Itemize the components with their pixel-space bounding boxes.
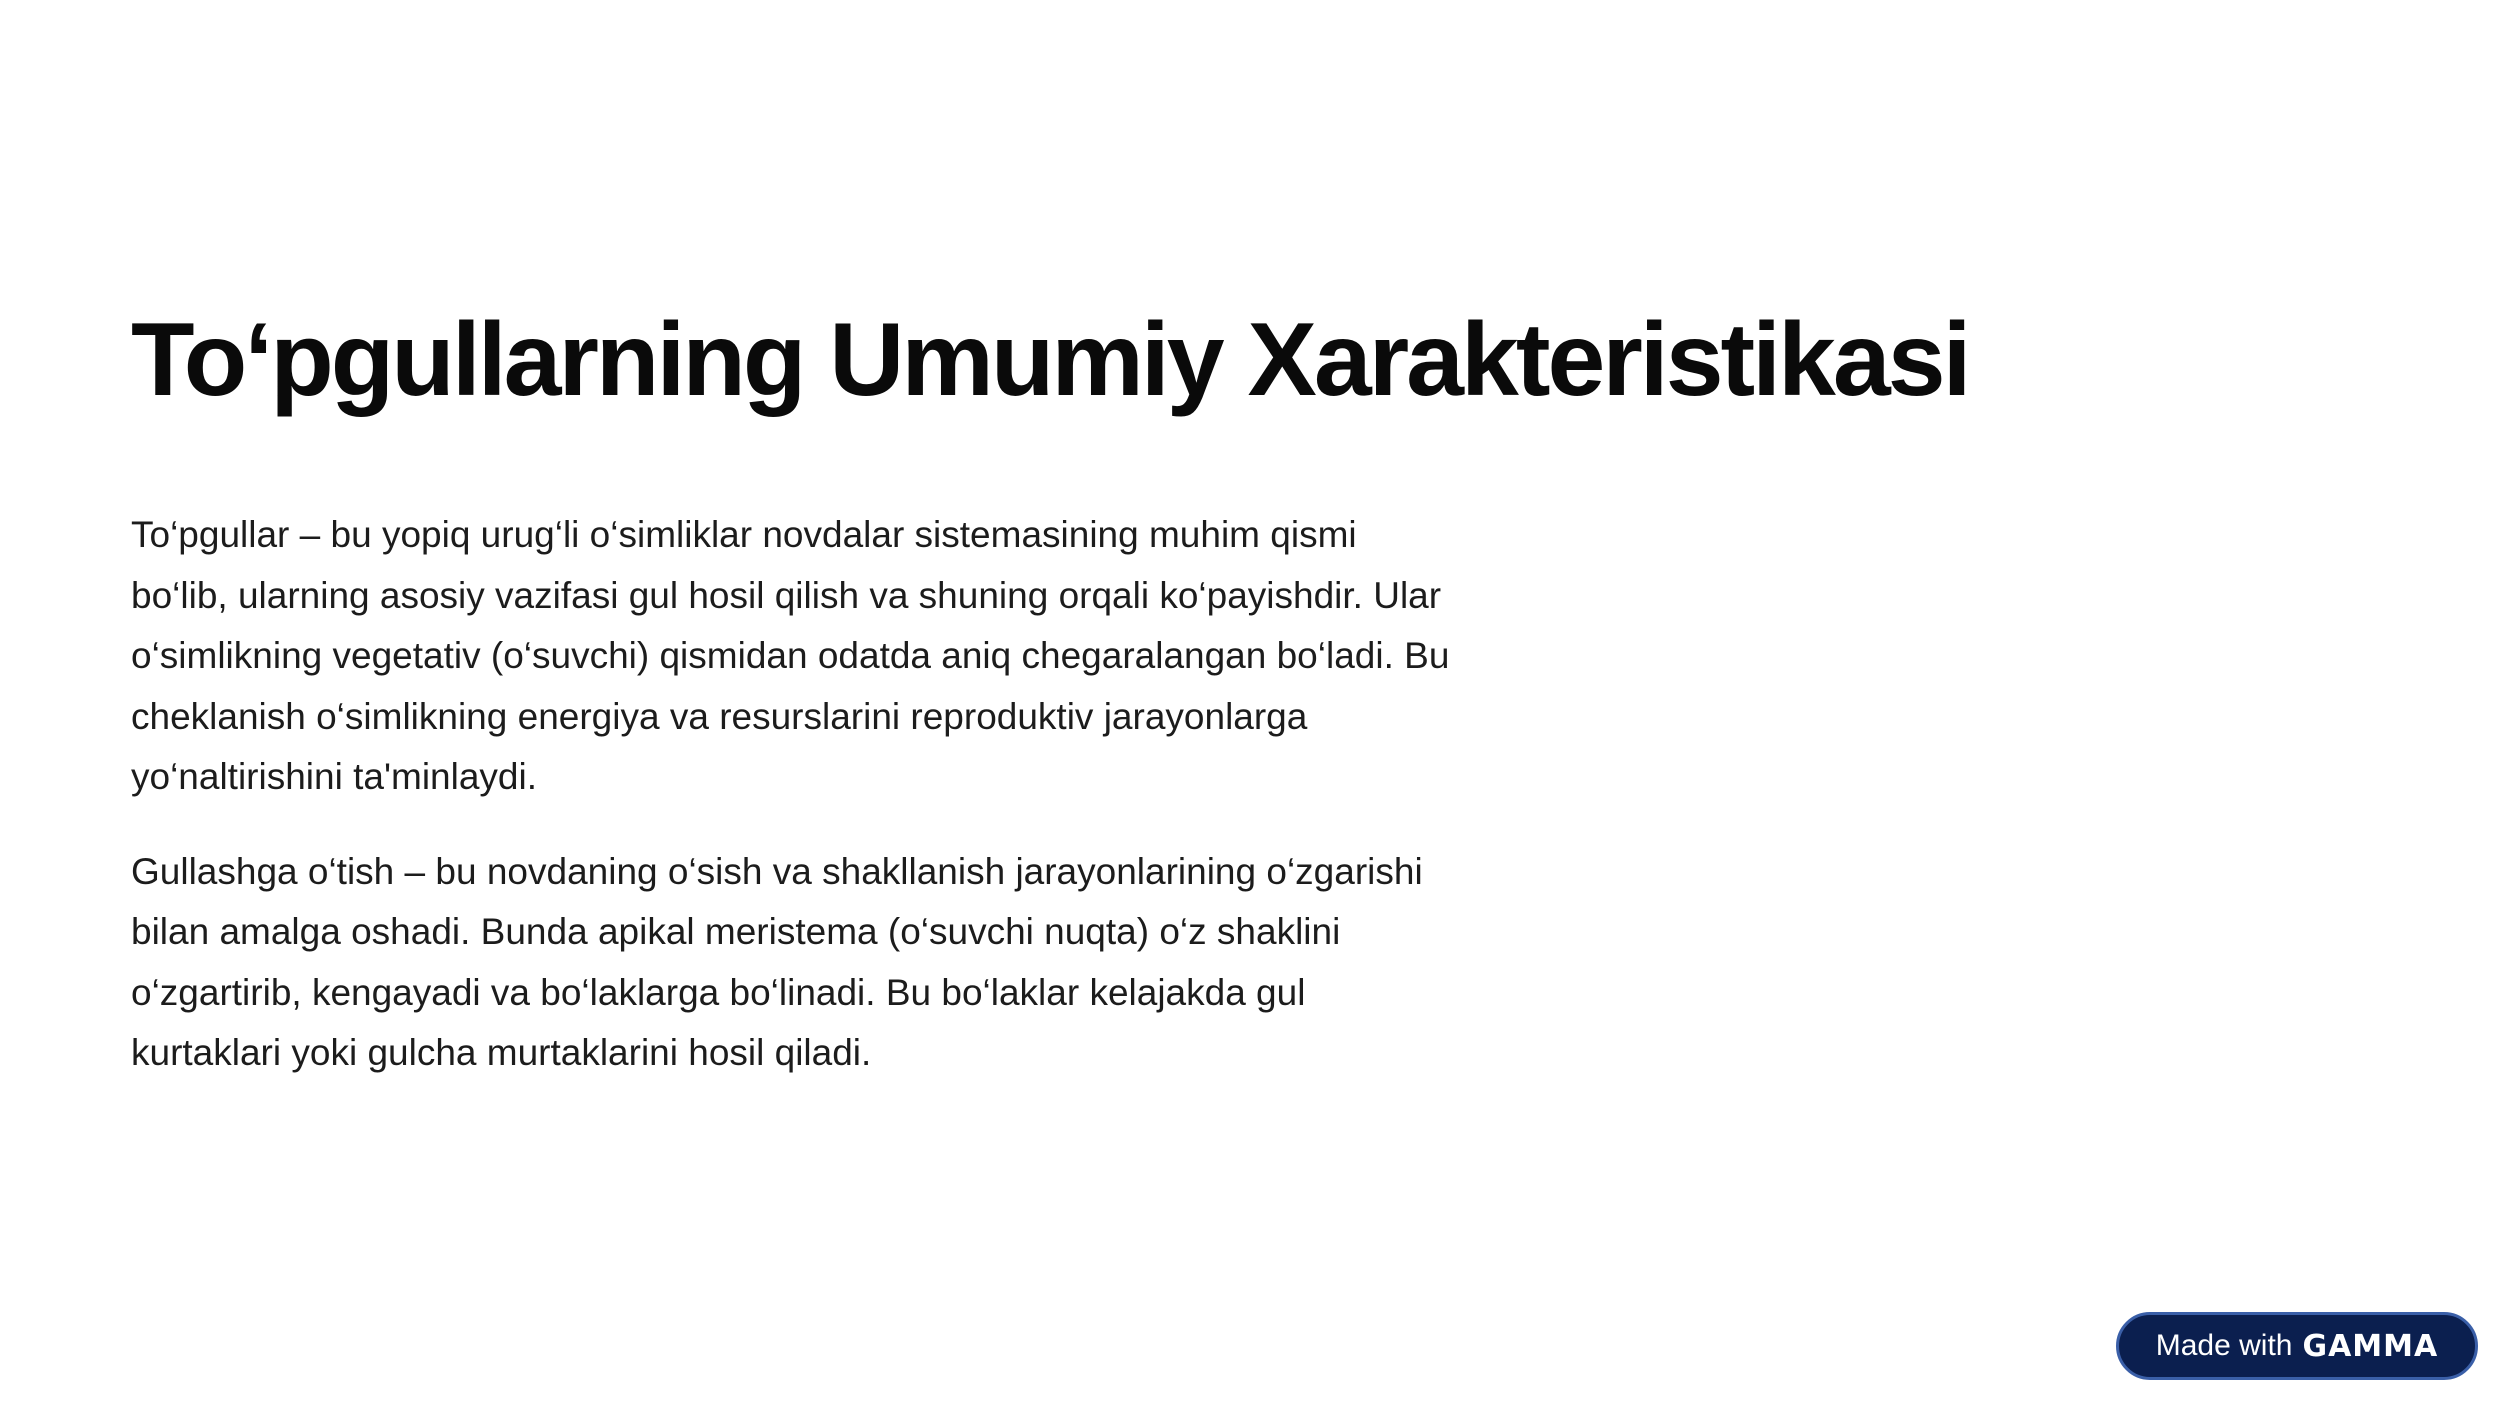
paragraph-1: To‘pgullar – bu yopiq urug‘li o‘simliklar novdalar sistemasining muhim qismi bo‘lib, ularning asosiy vazifasi gul hosil qilish va shuning orqali ko‘payishdir. Ular o‘simlikning vegetativ (o‘suvchi) qismidan odatda aniq chegaralangan bo‘ladi. Bu cheklanish o‘simlikning energiya va resurslarini reproduktiv jarayonlarga yo‘naltirishini ta'minlaydi. [131,514,1450,797]
slide-title: To‘pgullarning Umumiy Xarakteristikasi [131,302,1969,418]
gamma-logo: GAMMA [2302,1328,2439,1364]
badge-made-with-label: Made with [2155,1329,2293,1362]
slide-body [131,505,1451,1118]
paragraph-2: Gullashga o‘tish – bu novdaning o‘sish va shakllanish jarayonlarining o‘zgarishi bilan amalga oshadi. Bunda apikal meristema (o‘suvchi nuqta) o‘z shaklini o‘zgartirib, kengayadi va bo‘laklarga bo‘linadi. Bu bo‘laklar kelajakda gul kurtaklari yoki gulcha murtaklarini hosil qiladi. [131,850,1423,1073]
made-with-gamma-badge[interactable] [2116,1312,2478,1380]
